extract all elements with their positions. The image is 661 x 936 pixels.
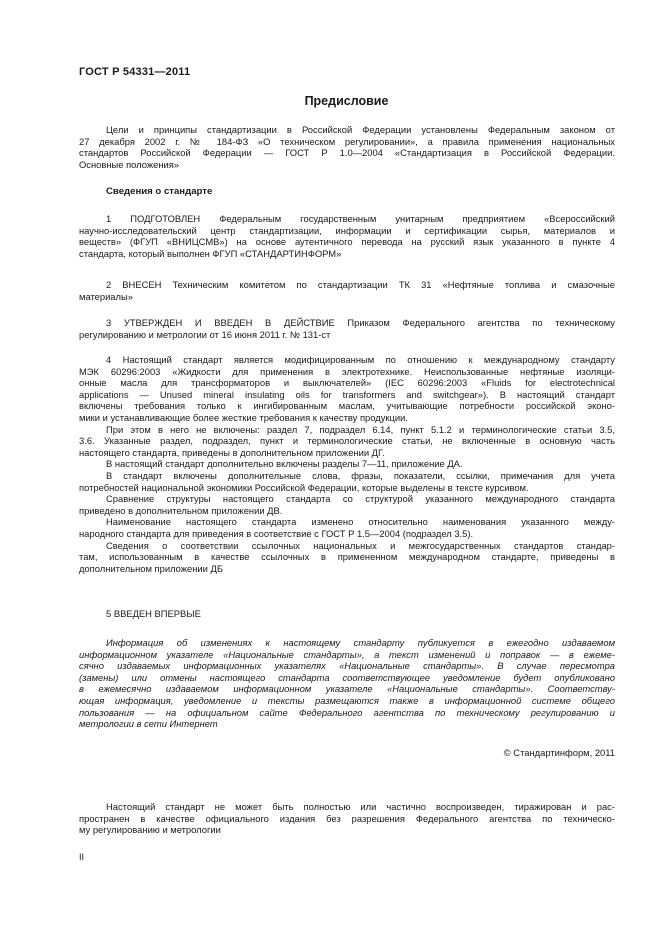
text-line: 3 УТВЕРЖДЕН И ВВЕДЕН В ДЕЙСТВИЕ Приказом Федерального агентства по техническому	[106, 317, 615, 328]
text-line: 4 Настоящий стандарт является модифицированным по отношению к международному стандарту	[106, 354, 615, 365]
text-line: стандарта, который выполнен ФГУП «СТАНДАРТИНФОРМ»	[79, 247, 342, 259]
text-line: 3.6. Указанные раздел, подраздел, пункт и терминологические статьи, не включенные в основную часть	[79, 435, 615, 447]
text-line: информационном указателе «Национальные стандарты», а текст изменений и поправок — в ежеме-	[79, 648, 615, 660]
text-line: (замены) или отмены настоящего стандарта соответствующее уведомление будет опубликовано	[79, 671, 615, 683]
text-line: При этом в него не включены: раздел 7, подраздел 6.14, пункт 5.1.2 и терминологические статьи 3.5,	[106, 423, 615, 435]
section-subtitle: Сведения о стандарте	[106, 186, 213, 197]
reproduction-notice	[79, 801, 615, 836]
item-5-paragraph	[79, 608, 615, 620]
text-line: 1 ПОДГОТОВЛЕН Федеральным государственным унитарным предприятием «Всероссийский	[106, 213, 615, 224]
document-header: ГОСТ Р 54331—2011	[79, 66, 191, 78]
text-line: дополнительном приложении ДБ	[79, 562, 223, 574]
text-line: Цели и принципы стандартизации в Российской Федерации установлены Федеральным законом от	[106, 124, 615, 135]
text-line: регулированию и метрологии от 16 июня 2011 г. № 131-ст	[79, 328, 331, 340]
text-line: в ежемесячно издаваемом информационном указателе «Национальные стандарты». Соответству-	[79, 683, 615, 695]
text-line: настоящего стандарта, приведены в дополнительном приложении ДГ.	[79, 446, 385, 458]
text-line: потребностей национальной экономики Российской Федерации, которые выделены в тексте курсивом.	[79, 481, 529, 493]
info-block	[79, 637, 615, 730]
text-line: включены требования только к ингибированным маслам, учитывающие потребности российской эконо-	[79, 400, 615, 412]
text-line: Основные положения»	[79, 158, 180, 170]
item-4-paragraph	[79, 354, 615, 574]
page-number: II	[79, 852, 85, 862]
intro-paragraph	[79, 124, 615, 170]
text-line: 2 ВНЕСЕН Техническим комитетом по стандартизации ТК 31 «Нефтяные топлива и смазочные	[106, 279, 615, 290]
item-2-paragraph	[79, 279, 615, 302]
text-line: пространен в качестве официального издания без разрешения Федерального агентства по техническо-	[79, 812, 615, 824]
text-line: стандартов Российской Федерации — ГОСТ Р 1.0—2004 «Стандартизация в Российской Федерации.	[79, 147, 615, 159]
text-line: приведено в дополнительном приложении ДВ.	[79, 504, 283, 516]
text-line: В стандарт включены дополнительные слова, фразы, показатели, ссылки, примечания для учета	[106, 469, 615, 481]
text-line: метрологии в сети Интернет	[79, 718, 218, 730]
text-line: му регулированию и метрологии	[79, 824, 221, 836]
page-title	[0, 94, 661, 108]
item-3-paragraph	[79, 317, 615, 340]
text-line: Сравнение структуры настоящего стандарта со структурой указанного международного стандарта	[106, 493, 615, 505]
text-line: там, использованным в качестве ссылочных в примененном международном стандарте, приведены в	[79, 551, 615, 563]
text-line: веществ» (ФГУП «ВНИЦСМВ») на основе аутентичного перевода на русский язык указанного в пункте 4	[79, 236, 615, 248]
text-line: 5 ВВЕДЕН ВПЕРВЫЕ	[106, 608, 201, 619]
text-line: народного стандарта для приведения в соответствие с ГОСТ Р 1.5—2004 (подраздел 3.5).	[79, 527, 474, 539]
text-line: Наименование настоящего стандарта изменено относительно наименования указанного между-	[106, 516, 615, 528]
text-line: пользования — на официальном сайте Федерального агентства по техническому регулированию и	[79, 706, 615, 718]
text-line: Сведения о соответствии ссылочных национальных и межгосударственных стандартов стандар-	[106, 539, 615, 551]
text-line: МЭК 60296:2003 «Жидкости для применения в электротехнике. Неиспользованные нефтяные изоляци-	[79, 365, 615, 377]
text-line: 27 декабря 2002 г. № 184-ФЗ «О техническом регулировании», а правила применения национальных	[79, 135, 615, 147]
text-line: ющая информация, уведомление и тексты размещаются также в информационной системе общего	[79, 694, 615, 706]
item-1-paragraph	[79, 213, 615, 259]
text-line: applications — Unused mineral insulating oils for transformers and switchgear»). В настоящий стандарт	[79, 388, 615, 400]
text-line: онные масла для трансформаторов и выключателей» (IEC 60296:2003 «Fluids for electrotechnical	[79, 377, 615, 389]
text-line: материалы»	[79, 290, 133, 302]
text-line: В настоящий стандарт дополнительно включены разделы 7—11, приложение ДА.	[106, 458, 463, 470]
text-line: научно-исследовательский центр стандартизации, информации и сертификации сырья, материалов и	[79, 224, 615, 236]
text-line: Настоящий стандарт не может быть полностью или частично воспроизведен, тиражирован и рас-	[106, 801, 615, 812]
page-title-text: Предисловие	[304, 94, 389, 108]
text-line: сячно издаваемых информационных указателях «Национальные стандарты». В случае пересмотра	[79, 660, 615, 672]
text-line: Информация об изменениях к настоящему стандарту публикуется в ежегодно издаваемом	[106, 637, 615, 648]
copyright-notice: © Стандартинформ, 2011	[503, 747, 615, 758]
text-line: мики и устанавливающие более жесткие требования к качеству продукции.	[79, 411, 408, 423]
